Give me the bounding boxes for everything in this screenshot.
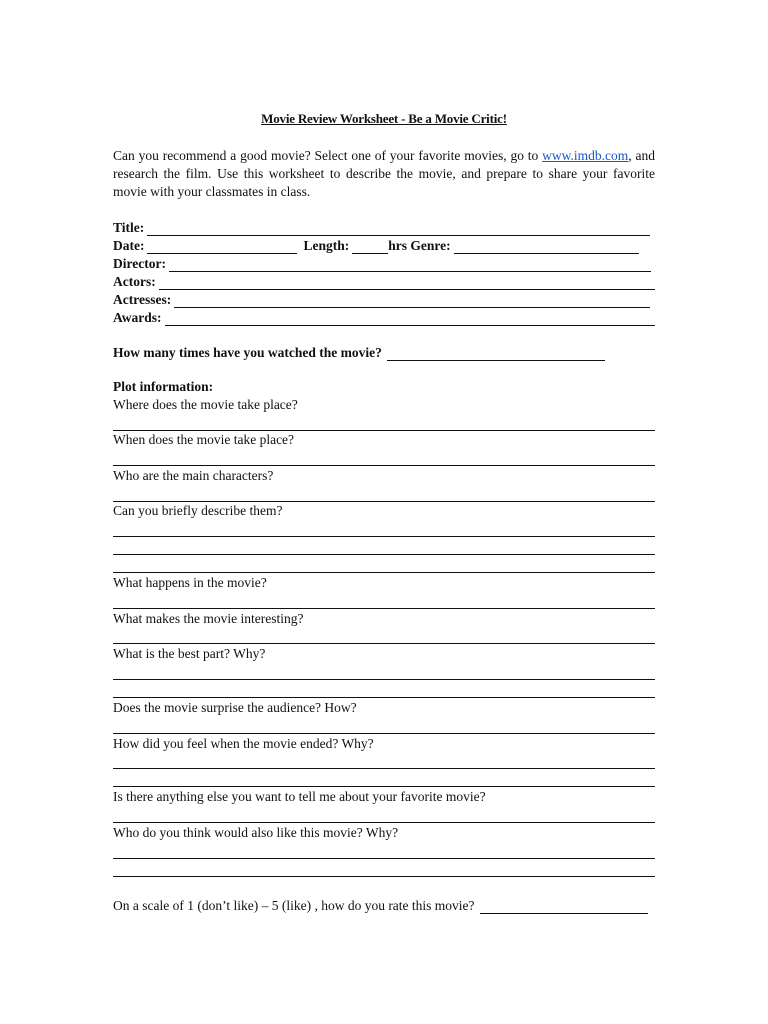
answer-line[interactable] xyxy=(113,733,655,734)
question-describe: Can you briefly describe them? xyxy=(113,503,283,518)
question-what-happens: What happens in the movie? xyxy=(113,575,267,590)
watched-question: How many times have you watched the movie? xyxy=(113,345,382,360)
title-label: Title: xyxy=(113,220,145,235)
intro-paragraph xyxy=(113,147,655,201)
actresses-field xyxy=(113,290,650,308)
intro-text-end: , and research the film. Use this worksheet to describe the movie, and prepare to share your favorite movie with your classmates in class. xyxy=(113,148,655,199)
question-anything-else: Is there anything else you want to tell me about your favorite movie? xyxy=(113,789,486,804)
answer-line[interactable] xyxy=(113,768,655,769)
plot-heading: Plot information: xyxy=(113,379,214,394)
answer-line[interactable] xyxy=(113,536,655,537)
answer-line[interactable] xyxy=(113,858,655,859)
question-best-part: What is the best part? Why? xyxy=(113,646,266,661)
answer-line[interactable] xyxy=(113,697,655,698)
question-where: Where does the movie take place? xyxy=(113,397,298,412)
actors-blank[interactable] xyxy=(159,276,655,290)
date-blank[interactable] xyxy=(147,240,297,254)
answer-line[interactable] xyxy=(113,554,655,555)
actresses-label: Actresses: xyxy=(113,292,172,307)
answer-line[interactable] xyxy=(113,822,655,823)
imdb-link[interactable]: www.imdb.com xyxy=(542,148,629,163)
question-surprise: Does the movie surprise the audience? How? xyxy=(113,700,357,715)
length-blank[interactable] xyxy=(352,240,388,254)
answer-line[interactable] xyxy=(113,679,655,680)
rating-blank[interactable] xyxy=(480,900,648,914)
title-blank[interactable] xyxy=(147,222,650,236)
answer-line[interactable] xyxy=(113,465,655,466)
actresses-blank[interactable] xyxy=(174,294,650,308)
worksheet-title: Movie Review Worksheet - Be a Movie Critic! xyxy=(261,111,507,126)
question-feel: How did you feel when the movie ended? Why? xyxy=(113,736,374,751)
title-field xyxy=(113,218,650,236)
director-blank[interactable] xyxy=(169,258,651,272)
length-label: Length: xyxy=(303,238,350,253)
genre-blank[interactable] xyxy=(454,240,639,254)
answer-line[interactable] xyxy=(113,430,655,431)
actors-field xyxy=(113,272,655,290)
hrs-genre-label: hrs Genre: xyxy=(388,238,451,253)
rating-question: On a scale of 1 (don’t like) – 5 (like) , how do you rate this movie? xyxy=(113,898,475,913)
director-label: Director: xyxy=(113,256,166,271)
watched-blank[interactable] xyxy=(387,347,605,361)
watched-count-field xyxy=(113,343,605,361)
rating-field xyxy=(113,896,648,914)
awards-blank[interactable] xyxy=(165,312,656,326)
answer-line[interactable] xyxy=(113,572,655,573)
date-length-genre-row xyxy=(113,236,639,254)
actors-label: Actors: xyxy=(113,274,156,289)
question-who-would-like: Who do you think would also like this movie? Why? xyxy=(113,825,399,840)
answer-line[interactable] xyxy=(113,643,655,644)
answer-line[interactable] xyxy=(113,876,655,877)
date-label: Date: xyxy=(113,238,145,253)
answer-line[interactable] xyxy=(113,501,655,502)
awards-field xyxy=(113,308,655,326)
awards-label: Awards: xyxy=(113,310,162,325)
question-characters: Who are the main characters? xyxy=(113,468,274,483)
intro-text-start: Can you recommend a good movie? Select one of your favorite movies, go to xyxy=(113,148,543,163)
answer-line[interactable] xyxy=(113,608,655,609)
question-interesting: What makes the movie interesting? xyxy=(113,611,304,626)
director-field xyxy=(113,254,651,272)
answer-line[interactable] xyxy=(113,786,655,787)
question-when: When does the movie take place? xyxy=(113,432,295,447)
